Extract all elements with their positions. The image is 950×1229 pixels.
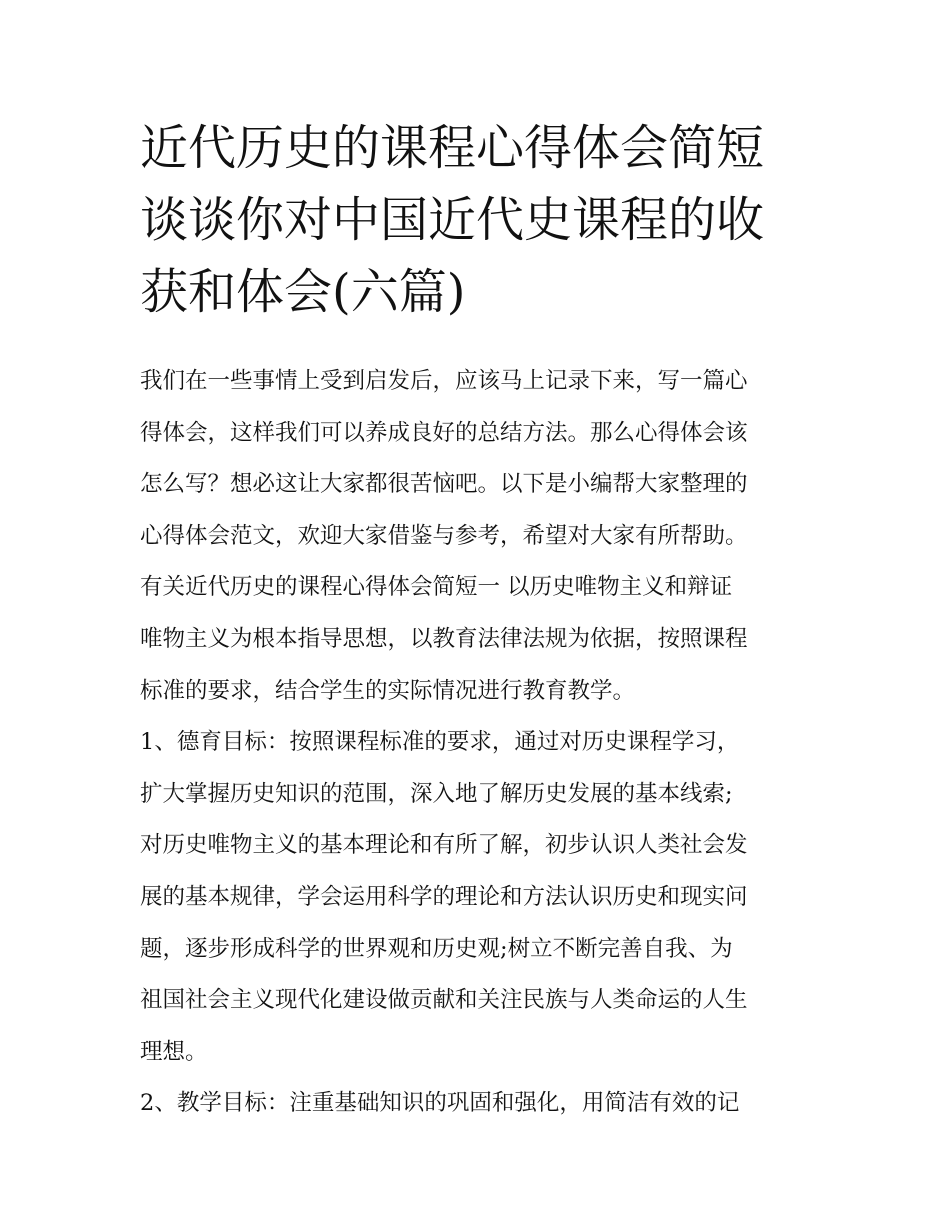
body-line: 怎么写？想必这让大家都很苦恼吧。以下是小编帮大家整理的 <box>140 471 748 498</box>
body-line: 2、教学目标：注重基础知识的巩固和强化，用简洁有效的记 <box>140 1090 740 1117</box>
title-line: 近代历史的课程心得体会简短 <box>140 120 765 176</box>
body-line: 理想。 <box>140 1038 208 1065</box>
body-line: 扩大掌握历史知识的范围，深入地了解历史发展的基本线索; <box>140 780 733 807</box>
title-line: 获和体会(六篇) <box>140 264 466 320</box>
body-line: 题，逐步形成科学的世界观和历史观;树立不断完善自我、为 <box>140 935 733 962</box>
body-line: 标准的要求，结合学生的实际情况进行教育教学。 <box>140 677 636 704</box>
body-text <box>140 356 820 1130</box>
title-line: 谈谈你对中国近代史课程的收 <box>140 192 765 248</box>
body-line: 我们在一些事情上受到启发后，应该马上记录下来，写一篇心 <box>140 368 748 394</box>
body-line: 得体会，这样我们可以养成良好的总结方法。那么心得体会该 <box>140 419 748 446</box>
body-line: 对历史唯物主义的基本理论和有所了解，初步认识人类社会发 <box>140 832 748 859</box>
body-line: 心得体会范文，欢迎大家借鉴与参考，希望对大家有所帮助。 <box>140 522 748 549</box>
body-line: 唯物主义为根本指导思想，以教育法律法规为依据，按照课程 <box>140 625 748 652</box>
body-line: 1、德育目标：按照课程标准的要求，通过对历史课程学习， <box>140 729 740 756</box>
body-line: 展的基本规律，学会运用科学的理论和方法认识历史和现实问 <box>140 883 748 910</box>
body-line: 有关近代历史的课程心得体会简短一 以历史唯物主义和辩证 <box>140 574 733 601</box>
body-line: 祖国社会主义现代化建设做贡献和关注民族与人类命运的人生 <box>140 987 748 1014</box>
page-title <box>140 112 820 328</box>
